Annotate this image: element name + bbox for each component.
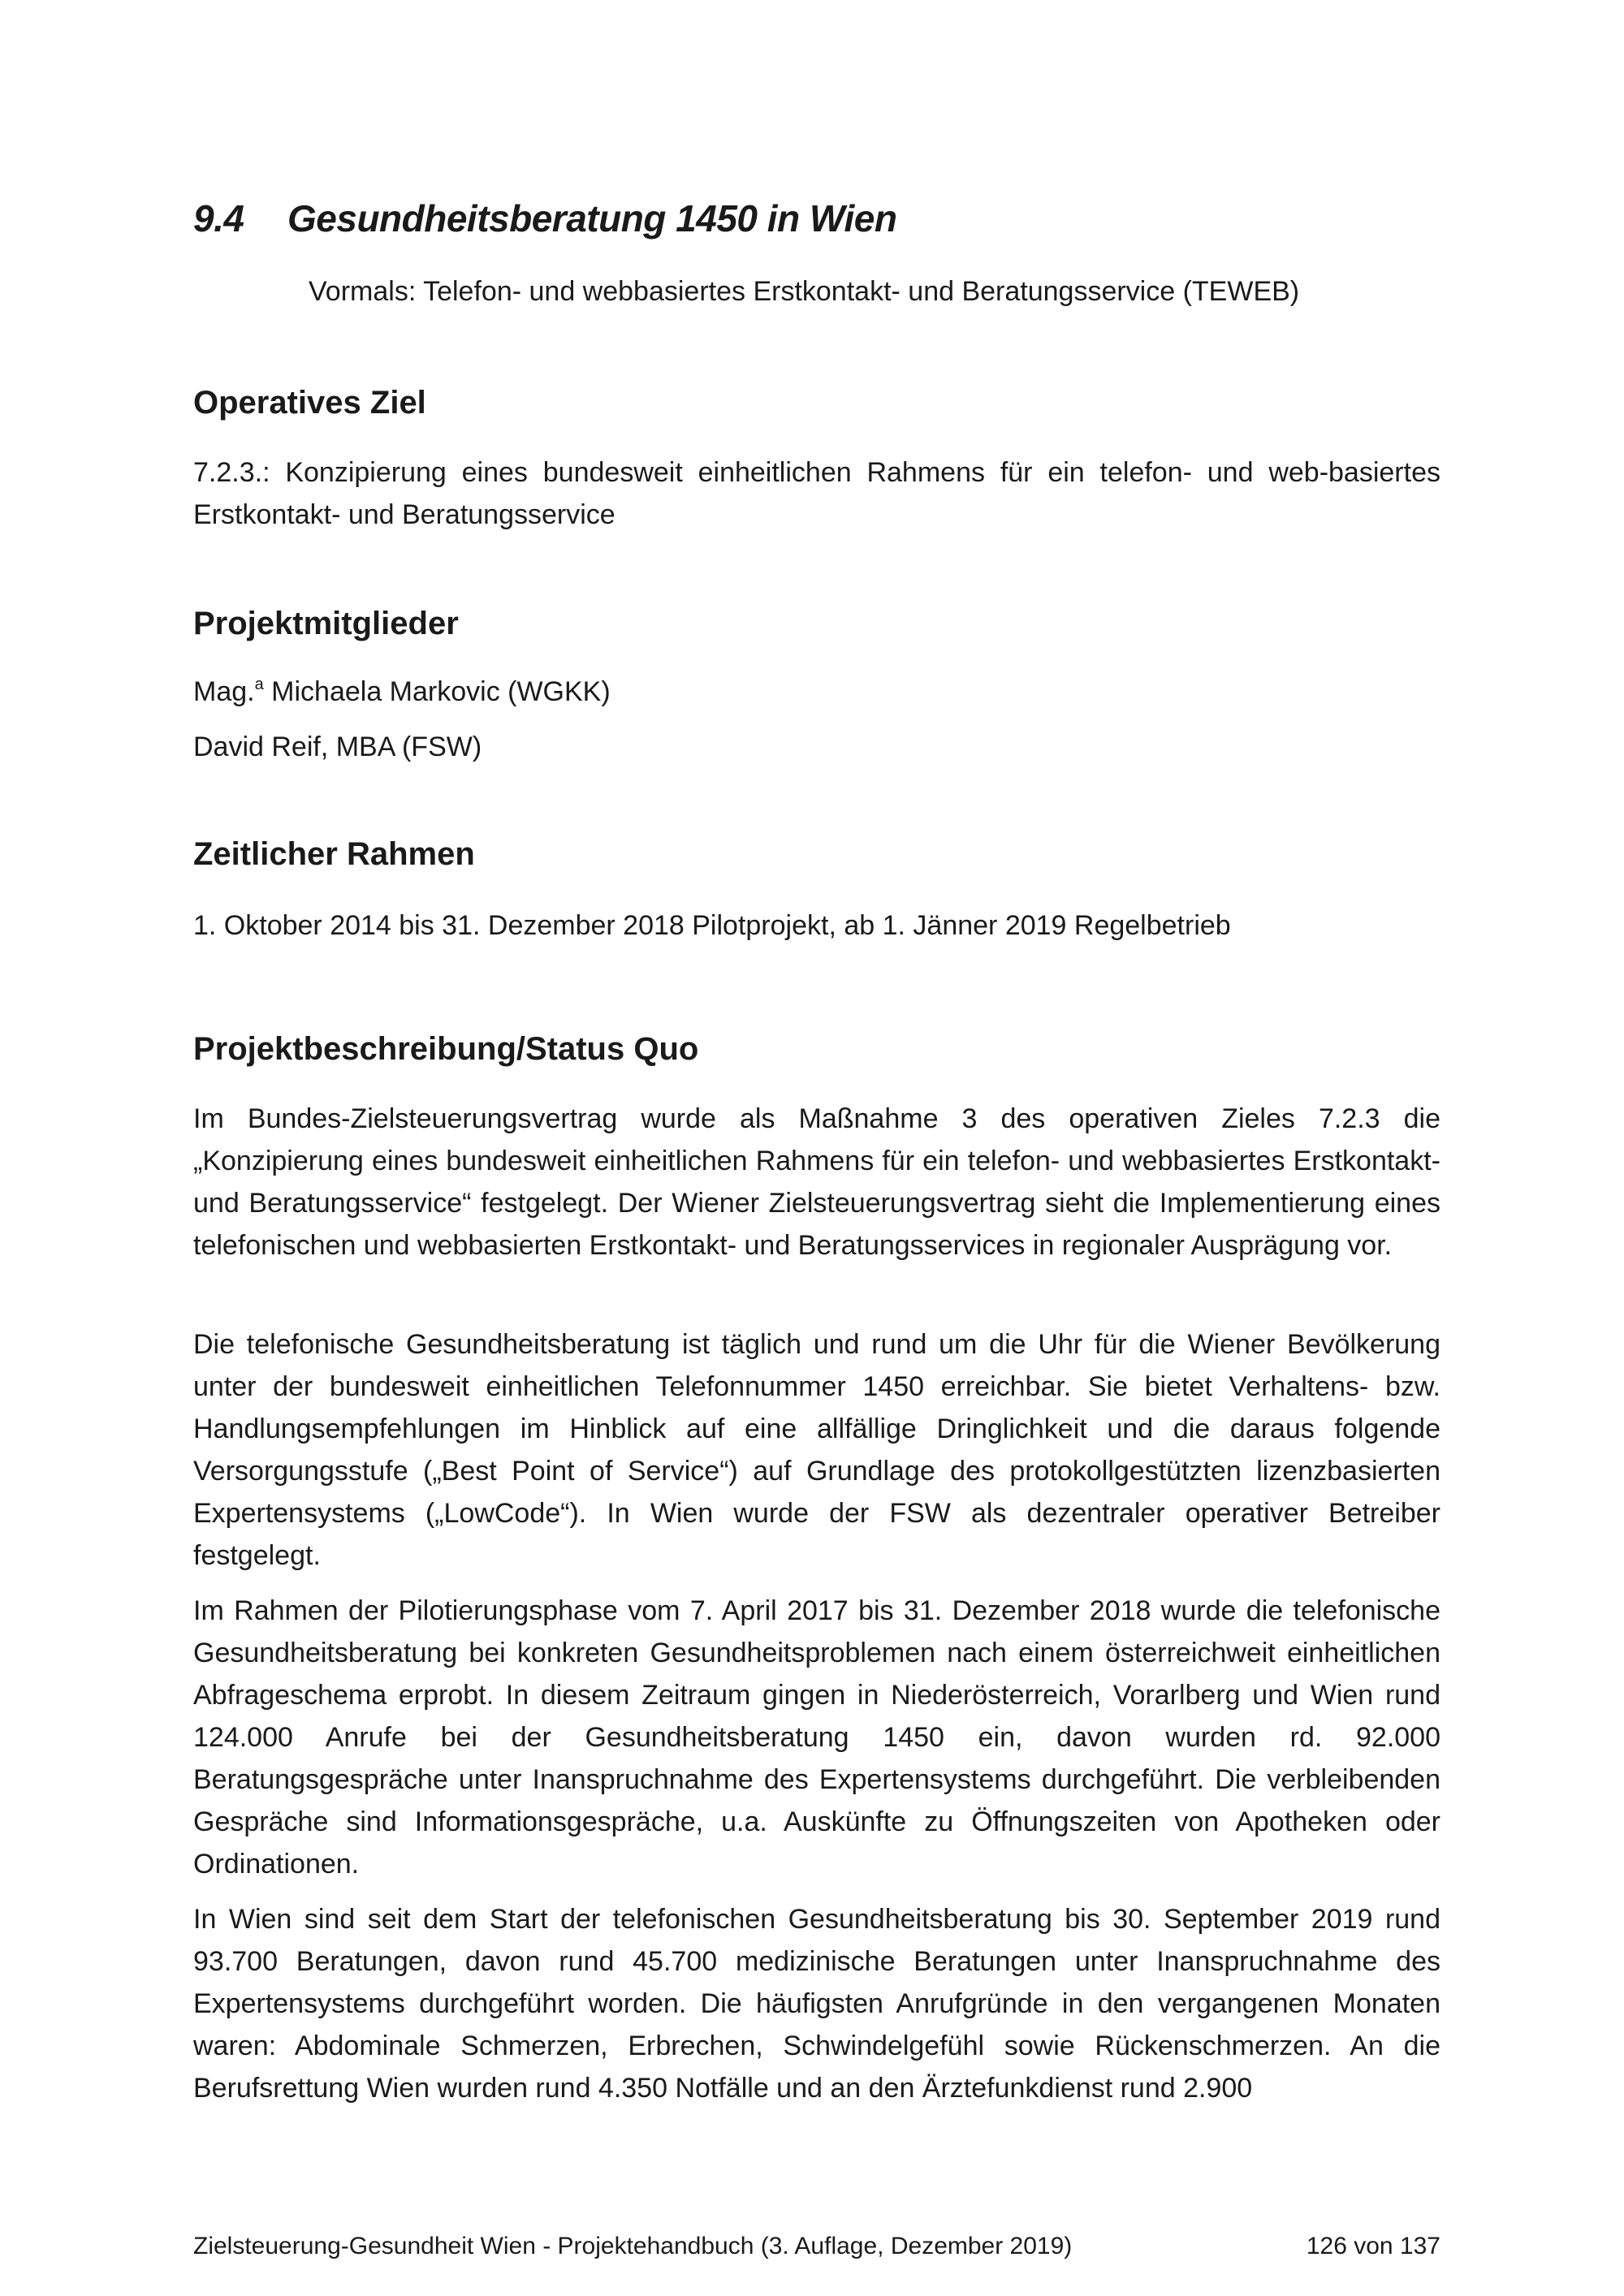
page-number: 126 von 137 (1306, 2233, 1440, 2259)
section-number: 9.4 (193, 197, 244, 240)
member-1-title-sup: a (254, 675, 264, 693)
member-2: David Reif, MBA (FSW) (193, 732, 482, 762)
footer-title: Zielsteuerung-Gesundheit Wien - Projektehandbuch (3. Auflage, Dezember 2019) (193, 2233, 1073, 2259)
member-1-title: Mag. (193, 676, 255, 707)
paragraph-3: Im Rahmen der Pilotierungsphase vom 7. April 2017 bis 31. Dezember 2018 wurde die telefonische Gesundheitsberatung bei konkreten Gesundheitsproblemen nach einem österreichweit einheitlichen Abfrageschema erprobt. In diesem Zeitraum gingen in Niederösterreich, Vorarlberg und Wien rund 124.000 Anrufe bei der Gesundheitsberatung 1450 ein, davon wurden rd. 92.000 Beratungsgespräche unter Inanspruchnahme des Expertensystems durchgeführt. Die verbleibenden Gespräche sind Informationsgespräche, u.a. Auskünfte zu Öffnungszeiten von Apotheken oder Ordinationen. (193, 1595, 1440, 1880)
heading-zeitlicher-rahmen: Zeitlicher Rahmen (193, 836, 475, 872)
section-heading (193, 196, 1440, 240)
member-1 (193, 671, 611, 713)
paragraph-2: Die telefonische Gesundheitsberatung ist täglich und rund um die Uhr für die Wiener Bevölkerung unter der bundesweit einheitlichen Telefonnummer 1450 erreichbar. Sie bietet Verhaltens- bzw. Handlungsempfehlungen im Hinblick auf eine allfällige Dringlichkeit und die daraus folgende Versorgungsstufe („Best Point of Service“) auf Grundlage des protokollgestützten lizenzbasierten Expertensystems („LowCode“). In Wien wurde der FSW als dezentraler operativer Betreiber festgelegt. (193, 1329, 1440, 1571)
paragraph-4: In Wien sind seit dem Start der telefonischen Gesundheitsberatung bis 30. September 2019 rund 93.700 Beratungen, davon rund 45.700 medizinische Beratungen unter Inanspruchnahme des Expertensystems durchgeführt worden. Die häufigsten Anrufgründe in den vergangenen Monaten waren: Abdominale Schmerzen, Erbrechen, Schwindelgefühl sowie Rückenschmerzen. An die Berufsrettung Wien wurden rund 4.350 Notfälle und an den Ärztefunkdienst rund 2.900 (193, 1904, 1440, 2104)
heading-projektbeschreibung: Projektbeschreibung/Status Quo (193, 1031, 699, 1067)
member-1-name: Michaela Markovic (WGKK) (263, 676, 611, 707)
page-footer (193, 2233, 1440, 2260)
paragraph-1: Im Bundes-Zielsteuerungsvertrag wurde als Maßnahme 3 des operativen Zieles 7.2.3 die „Konzipierung eines bundesweit einheitlichen Rahmens für ein telefon- und webbasiertes Erstkontakt- und Beratungsservice“ festgelegt. Der Wiener Zielsteuerungsvertrag sieht die Implementierung eines telefonischen und webbasierten Erstkontakt- und Beratungsservices in regionaler Ausprägung vor. (193, 1103, 1440, 1261)
heading-operatives-ziel: Operatives Ziel (193, 385, 426, 421)
operatives-ziel-text: 7.2.3.: Konzipierung eines bundesweit einheitlichen Rahmens für ein telefon- und web-basiertes Erstkontakt- und Beratungsservice (193, 457, 1440, 530)
section-subtitle: Vormals: Telefon- und webbasiertes Erstkontakt- und Beratungsservice (TEWEB) (309, 276, 1300, 307)
section-title: Gesundheitsberatung 1450 in Wien (287, 197, 897, 240)
heading-projektmitglieder: Projektmitglieder (193, 606, 459, 641)
zeitlicher-rahmen-text: 1. Oktober 2014 bis 31. Dezember 2018 Pilotprojekt, ab 1. Jänner 2019 Regelbetrieb (193, 910, 1231, 941)
